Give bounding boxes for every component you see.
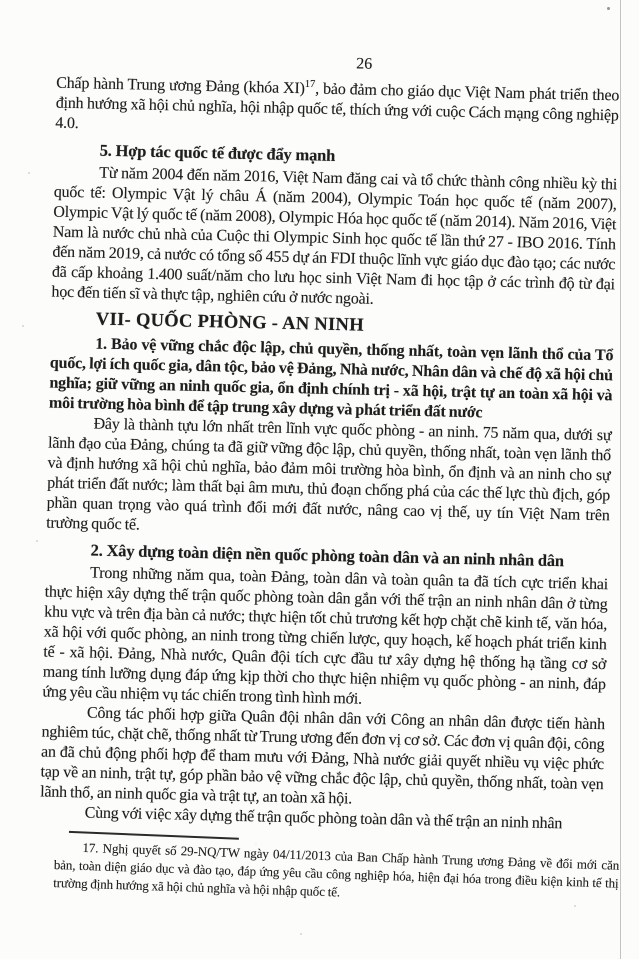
- para-defense-objective: 1. Bảo vệ vững chắc độc lập, chủ quyền, thống nhất, toàn vẹn lãnh thổ của Tổ quốc, lợi ích quốc gia, dân tộc, bảo vệ Đảng, Nhà nước, Nhân dân và chế độ xã hội chủ nghĩa; giữ vững an ninh quốc gia, ổn định chính trị - xã hội, trật tự an toàn xã hội và môi trường hòa bình để tập trung xây dựng và phát triển đất nước: [48, 335, 614, 422]
- heading-intl-cooperation: 5. Hợp tác quốc tế được đẩy mạnh: [99, 140, 336, 165]
- footnote-text: 17. Nghị quyết số 29-NQ/TW ngày 04/11/2013 của Ban Chấp hành Trung ương Đảng về đổi mới căn bản, toàn diện giáo dục và đào tạo, đáp ứng yêu cầu công nghiệp hóa, hiện đại hóa trong điều kiện kinh tế thị trường định hướng xã hội chủ nghĩa và hội nhập quốc tế.: [53, 839, 620, 900]
- scan-speck: [607, 7, 610, 10]
- footnote-ref-17: 17: [304, 78, 316, 91]
- para-education-continuation: [55, 74, 619, 147]
- para-together-cutoff: Cùng với việc xây dựng thế trận quốc phòng toàn dân và thế trận an ninh nhân: [84, 804, 563, 833]
- footnote: [53, 831, 620, 911]
- para-education-text-before-ref: Chấp hành Trung ương Đảng (khóa XI): [56, 74, 305, 98]
- heading-defense-security: VII- QUỐC PHÒNG - AN NINH: [95, 309, 365, 336]
- scan-speck: [28, 172, 30, 174]
- para-army-police-coordination: Công tác phối hợp giữa Quân đội nhân dân với Công an nhân dân được tiến hành nghiêm túc, chặt chẽ, thống nhất từ Trung ương đến đơn vị cơ sở. Các đơn vị quân đội, công an đã chủ động phối hợp để tham mưu với Đảng, Nhà nước giải quyết nhiều vụ việc phức tạp về an ninh, trật tự, góp phần bảo vệ vững chắc độc lập, chủ quyền, thống nhất, toàn vẹn lãnh thổ, an ninh quốc gia và trật tự, an toàn xã hội.: [39, 704, 606, 808]
- para-defense-achievement: Đây là thành tựu lớn nhất trên lĩnh vực quốc phòng - an ninh. 75 năm qua, dưới sự lãnh đạo của Đảng, chúng ta đã giữ vững độc lập, chủ quyền, thống nhất, toàn vẹn lãnh thổ và định hướng xã hội chủ nghĩa, bảo đảm môi trường hòa bình, ổn định và an ninh cho sự phát triển đất nước; làm thất bại âm mưu, thủ đoạn chống phá của các thế lực thù địch, góp phần quan trọng vào quá trình đổi mới đất nước, nâng cao vị thế, uy tín Việt Nam trên trường quốc tế.: [46, 415, 612, 534]
- para-olympics-fdi: Từ năm 2004 đến năm 2016, Việt Nam đăng cai và tổ chức thành công nhiều kỳ thi quốc tế: Olympic Vật lý châu Á (năm 2004), Olympic Toán học quốc tế (năm 2007), Olympic Vật lý quốc tế (năm 2008), Olympic Hóa học quốc tế (năm 2014). Năm 2016, Việt Nam là nước chủ nhà của Cuộc thi Olympic Sinh học quốc tế lần thứ 27 - IBO 2016. Tính đến năm 2019, cả nước có tổng số 455 dự án FDI thuộc lĩnh vực giáo dục đào tạo; các nước đã cấp khoảng 1.400 suất/năm cho lưu học sinh Việt Nam đi học tập ở các trình độ từ đại học đến tiến sĩ và thực tập, nghiên cứu ở nước ngoài.: [51, 164, 618, 308]
- scan-speck: [574, 905, 576, 907]
- page-number: 26: [356, 55, 373, 73]
- para-education-text-after-ref: , bảo đảm cho giáo dục Việt Nam phát triển theo định hướng xã hội chủ nghĩa, hội nhập quốc tế, thích ứng với cuộc Cách mạng công nghiệp 4.0.: [55, 80, 620, 133]
- scan-speck: [300, 933, 302, 935]
- scan-speck: [22, 325, 24, 327]
- para-defense-posture: Trong những năm qua, toàn Đảng, toàn dân và toàn quân ta đã tích cực triển khai thực hiện xây dựng thế trận quốc phòng toàn dân gắn với thế trận an ninh nhân dân ở từng khu vực và trên địa bàn cả nước; thực hiện tốt chủ trương kết hợp chặt chẽ kinh tế, văn hóa, xã hội với quốc phòng, an ninh trong từng chiến lược, quy hoạch, kế hoạch phát triển kinh tế - xã hội. Đảng, Nhà nước, Quân đội tích cực đầu tư xây dựng hệ thống hạ tầng cơ sở mang tính lưỡng dụng đáp ứng kịp thời cho thực hiện nhiệm vụ quốc phòng - an ninh, đáp ứng yêu cầu nhiệm vụ tác chiến trong tình hình mới.: [42, 564, 609, 708]
- scan-edge-artifact: [620, 0, 621, 959]
- page-content: [39, 48, 619, 836]
- heading-build-defense: 2. Xây dựng toàn diện nền quốc phòng toàn dân và an ninh nhân dân: [90, 540, 565, 571]
- scan-speck: [36, 540, 38, 542]
